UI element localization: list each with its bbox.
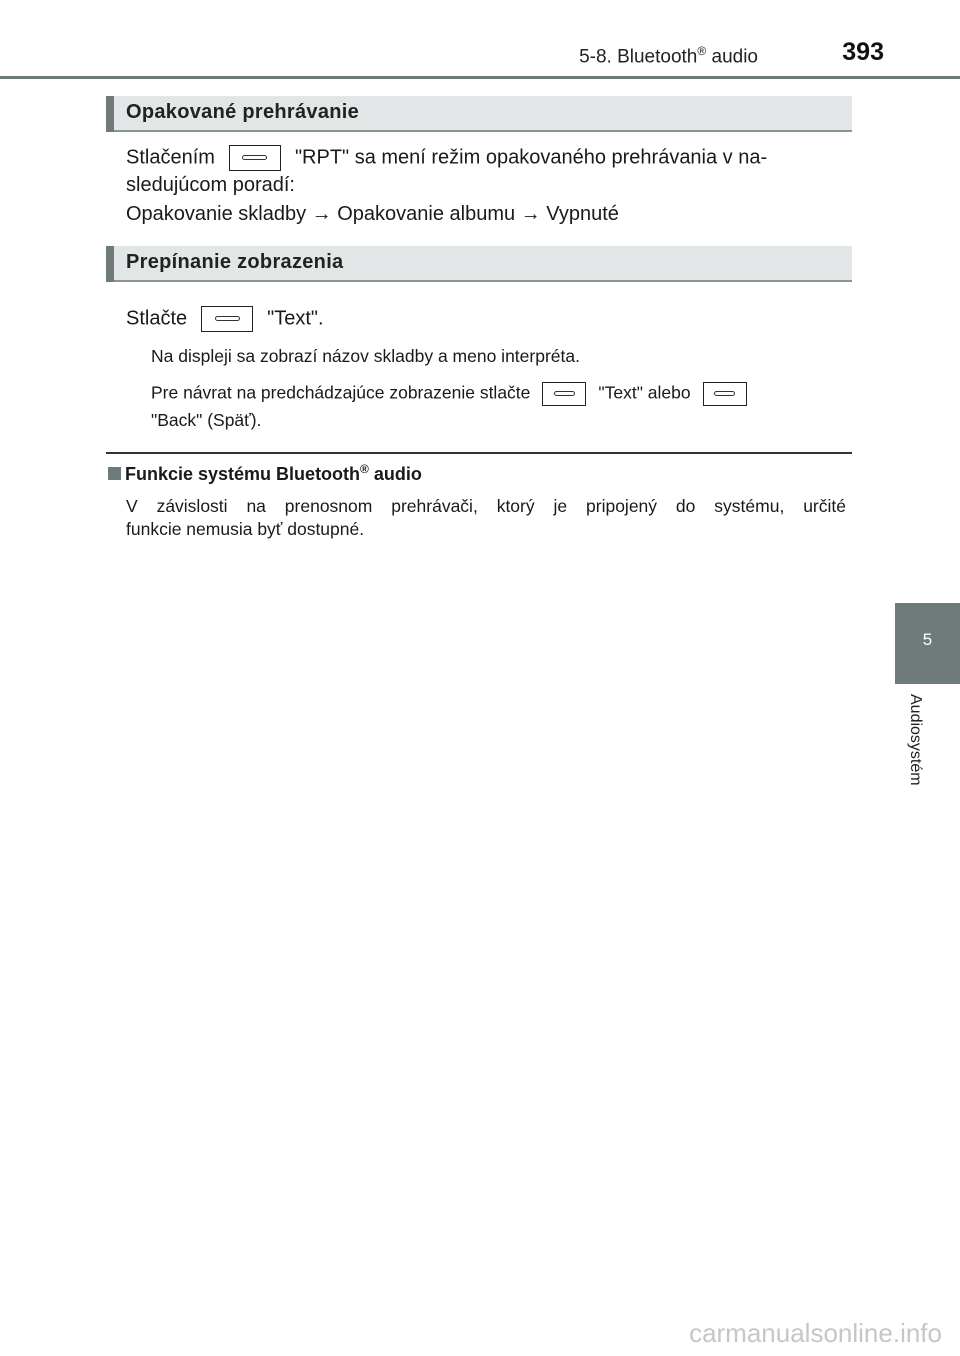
square-bullet-icon xyxy=(108,467,121,480)
chapter-label xyxy=(898,694,932,824)
chapter-label-text: Audiosystém xyxy=(907,694,924,786)
display-back-line: Pre návrat na predchádzajúce zobrazenie stlačte "Text" alebo xyxy=(151,382,759,406)
note-heading: Funkcie systému Bluetooth® audio xyxy=(108,462,422,485)
repeat-instruction-line-2: sledujúcom poradí: xyxy=(126,174,295,196)
steering-switch-icon xyxy=(703,382,747,406)
chapter-tab xyxy=(895,603,960,684)
page-header xyxy=(0,0,960,80)
watermark: carmanualsonline.info xyxy=(689,1318,942,1348)
section-title: 5-8. Bluetooth® audio xyxy=(579,44,758,68)
header-rule xyxy=(0,76,960,79)
note-text: V závislosti na prenosnom prehrávači, ktorý je pripojený do systému, určité funkcie nemusia byť dostupné. xyxy=(126,496,846,539)
divider xyxy=(106,452,852,454)
steering-switch-icon xyxy=(542,382,586,406)
display-sub-line: Na displeji sa zobrazí názov skladby a meno interpréta. xyxy=(151,346,580,366)
section-heading-repeat-label: Opakované prehrávanie xyxy=(126,101,360,123)
section-heading-display-label: Prepínanie zobrazenia xyxy=(126,251,344,273)
section-heading-repeat xyxy=(106,96,852,132)
display-back-line-2: "Back" (Späť). xyxy=(151,410,262,430)
steering-switch-icon xyxy=(229,145,281,171)
display-instruction-line: Stlačte "Text". xyxy=(126,306,324,332)
repeat-order-line: Opakovanie skladby → Opakovanie albumu → Vypnuté xyxy=(126,203,619,225)
page-number: 393 xyxy=(842,38,884,66)
steering-switch-icon xyxy=(201,306,253,332)
repeat-instruction-line: Stlačením "RPT" sa mení režim opakovaného prehrávania v na- xyxy=(126,145,767,171)
chapter-number: 5 xyxy=(922,630,933,649)
section-heading-display xyxy=(106,246,852,282)
